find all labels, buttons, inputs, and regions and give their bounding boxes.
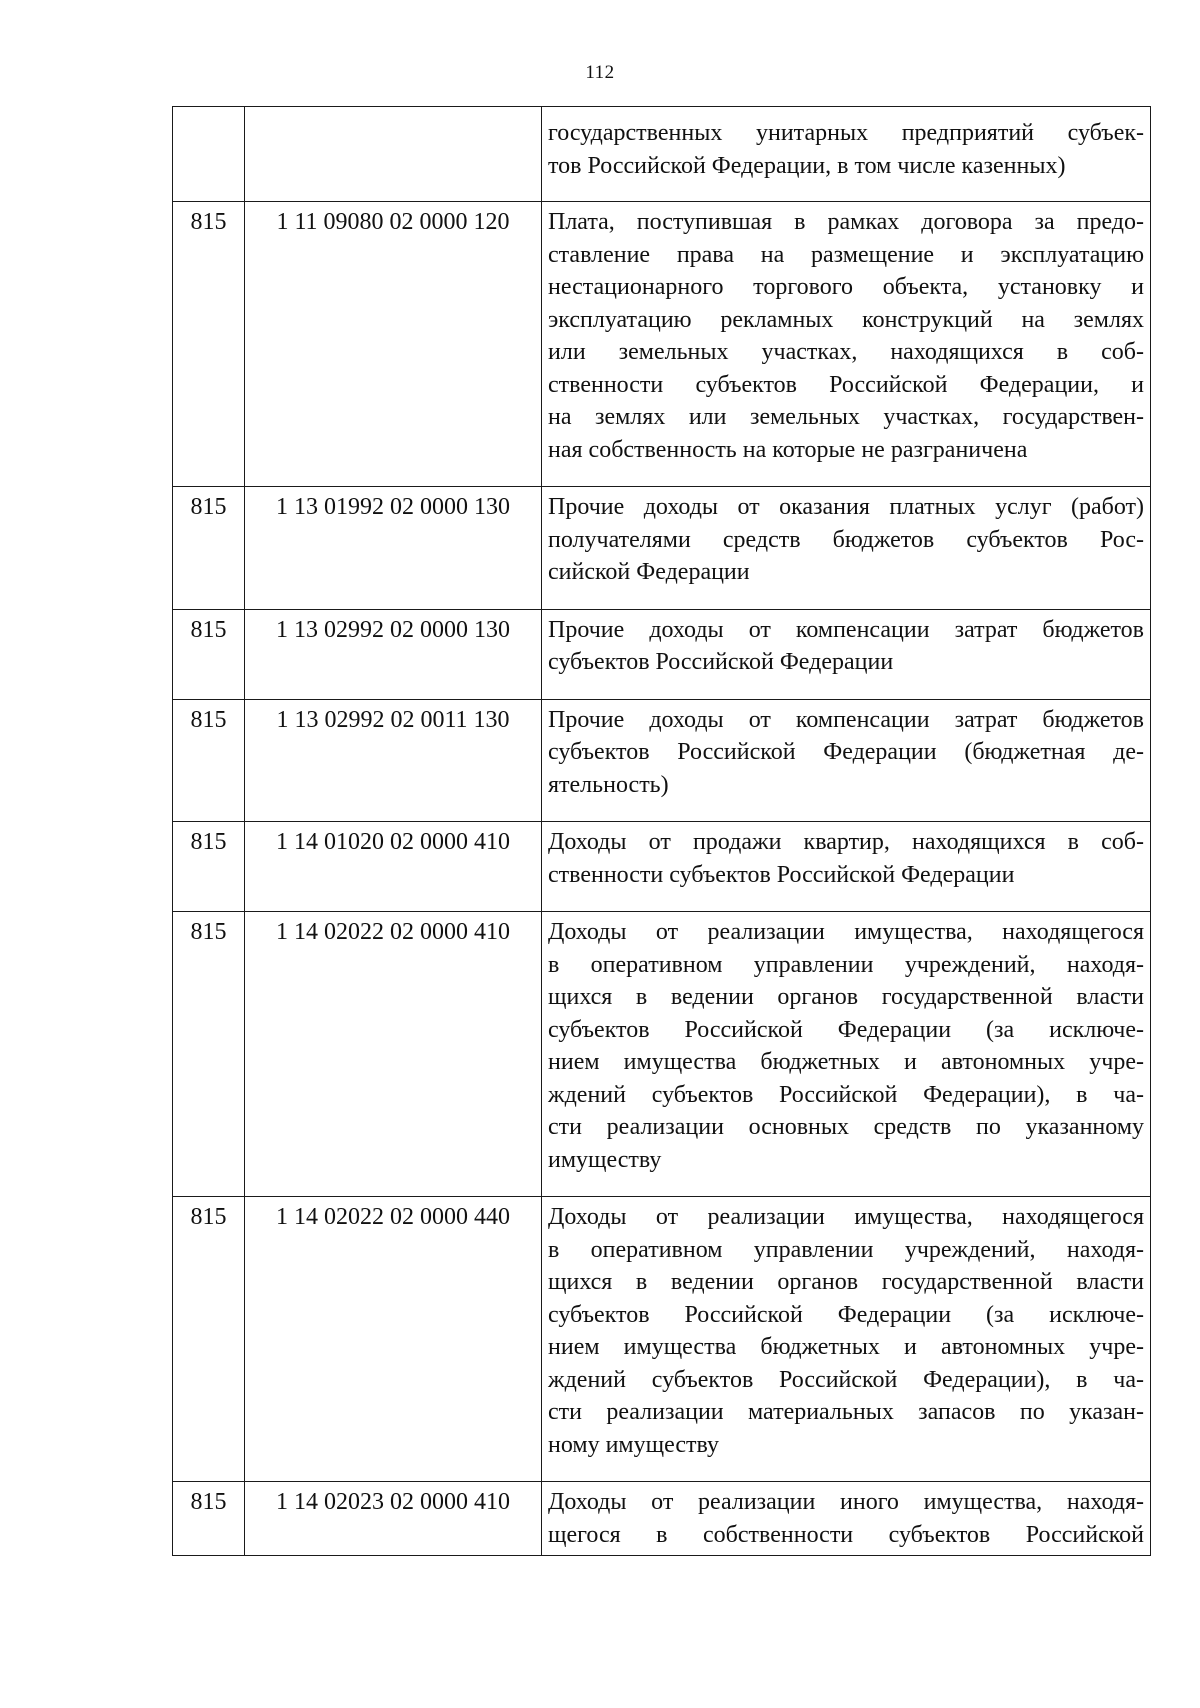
page-number: 112 [585,62,615,83]
admin-code-cell: 815 [173,912,245,1197]
description-line: ственности субъектов Российской Федерации [548,861,1015,888]
admin-code-cell: 815 [173,487,245,610]
description-line: субъектов Российской Федерации [548,649,894,675]
revenue-description-cell [542,822,1151,912]
description-line: ственности субъектов Российской Федерации, и [548,371,1144,398]
budget-classification-code-cell: 1 14 01020 02 0000 410 [245,822,542,912]
description-line: ставление права на размещение и эксплуатацию [548,241,1144,268]
description-line: получателями средств бюджетов субъектов Рос- [548,526,1144,553]
description-line: Доходы от продажи квартир, находящихся в соб- [548,829,1144,855]
description-line: имуществу [548,1146,662,1173]
revenue-description-cell [542,912,1151,1197]
revenue-description-cell [542,1482,1151,1556]
description-line: Плата, поступившая в рамках договора за предо- [548,209,1144,235]
description-line: сти реализации материальных запасов по указан- [548,1399,1144,1425]
description-line: в оперативном управлении учреждений, находя- [548,951,1144,978]
admin-code-cell: 815 [173,699,245,822]
revenue-description-cell [542,487,1151,610]
revenue-description-cell [542,107,1151,202]
description-line: сийской Федерации [548,559,750,585]
description-line: Доходы от реализации имущества, находящегося [548,1204,1144,1230]
admin-code-cell [173,107,245,202]
description-line: на землях или земельных участках, государствен- [548,404,1144,430]
budget-classification-code-cell: 1 13 01992 02 0000 130 [245,487,542,610]
description-line: Доходы от реализации иного имущества, находя- [548,1489,1144,1515]
table-row [173,202,1151,487]
revenue-description-cell [542,202,1151,487]
description-line: государственных унитарных предприятий субъек- [548,120,1144,146]
description-line: нестационарного торгового объекта, установку и [548,274,1144,300]
revenue-description-cell [542,609,1151,699]
description-line: в оперативном управлении учреждений, находя- [548,1236,1144,1263]
admin-code-cell: 815 [173,822,245,912]
description-line: ждений субъектов Российской Федерации), в ча- [548,1366,1144,1393]
description-line: щихся в ведении органов государственной власти [548,1269,1144,1295]
description-line: ному имуществу [548,1431,719,1458]
revenue-description-cell [542,1197,1151,1482]
description-line: ждений субъектов Российской Федерации), в ча- [548,1081,1144,1108]
budget-classification-code-cell: 1 13 02992 02 0000 130 [245,609,542,699]
description-line: Прочие доходы от оказания платных услуг (работ) [548,494,1144,520]
description-line: Прочие доходы от компенсации затрат бюджетов [548,706,1144,733]
description-line: эксплуатацию рекламных конструкций на землях [548,306,1144,333]
admin-code-cell: 815 [173,1482,245,1556]
description-line: Доходы от реализации имущества, находящегося [548,919,1144,945]
table-row [173,1482,1151,1556]
budget-classification-code-cell [245,107,542,202]
table-row [173,912,1151,1197]
table-row [173,107,1151,202]
description-line: щихся в ведении органов государственной власти [548,984,1144,1010]
description-line: сти реализации основных средств по указанному [548,1114,1144,1140]
description-line: субъектов Российской Федерации (за исключе- [548,1301,1144,1328]
table-row [173,1197,1151,1482]
description-line: Прочие доходы от компенсации затрат бюджетов [548,616,1144,643]
admin-code-cell: 815 [173,202,245,487]
description-line: ятельность) [548,771,669,798]
budget-classification-code-cell: 1 11 09080 02 0000 120 [245,202,542,487]
budget-classification-code-cell: 1 13 02992 02 0011 130 [245,699,542,822]
admin-code-cell: 815 [173,1197,245,1482]
description-line: субъектов Российской Федерации (бюджетная де- [548,739,1144,765]
description-line: субъектов Российской Федерации (за исключе- [548,1016,1144,1043]
description-line: ная собственность на которые не разграничена [548,436,1028,463]
revenue-codes-table [172,106,1151,1556]
budget-classification-code-cell: 1 14 02023 02 0000 410 [245,1482,542,1556]
description-line: щегося в собственности субъектов Российской [548,1521,1144,1548]
revenue-description-cell [542,699,1151,822]
table-row [173,699,1151,822]
table-body [173,107,1151,1556]
description-line: нием имущества бюджетных и автономных учре- [548,1334,1144,1360]
table-row [173,487,1151,610]
budget-classification-code-cell: 1 14 02022 02 0000 440 [245,1197,542,1482]
description-line: тов Российской Федерации, в том числе казенных) [548,152,1066,179]
description-line: или земельных участках, находящихся в соб- [548,339,1144,365]
table-row [173,609,1151,699]
budget-classification-code-cell: 1 14 02022 02 0000 410 [245,912,542,1197]
admin-code-cell: 815 [173,609,245,699]
table-row [173,822,1151,912]
description-line: нием имущества бюджетных и автономных учре- [548,1049,1144,1075]
